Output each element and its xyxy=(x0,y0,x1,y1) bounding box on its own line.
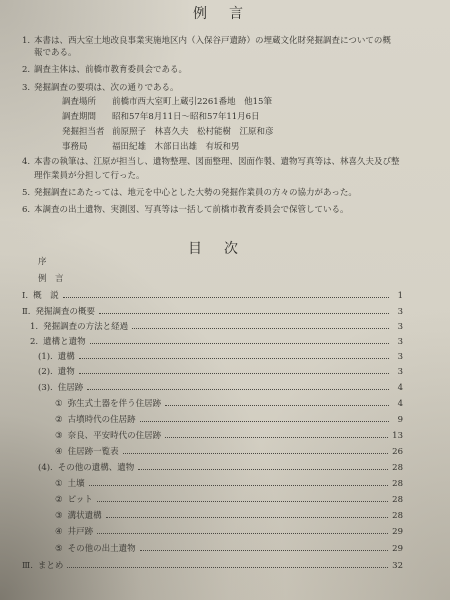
toc-entry-title: 遺構と遺物 xyxy=(43,337,86,347)
toc-entry-page: 32 xyxy=(392,561,403,571)
toc-entry-title: 土壙 xyxy=(67,479,85,489)
toc-entry xyxy=(30,322,403,332)
toc-entry xyxy=(55,399,403,409)
toc-entry-number: ⑤ xyxy=(55,544,63,554)
dot-leader xyxy=(165,405,389,406)
preface-title: 例 言 xyxy=(193,6,247,22)
survey-detail-label: 調査場所 xyxy=(62,97,97,107)
toc-entry-number: ④ xyxy=(55,447,63,457)
dot-leader xyxy=(123,453,389,454)
dot-leader xyxy=(138,469,388,470)
toc-entry xyxy=(38,352,403,362)
toc-entry xyxy=(38,257,47,267)
toc-entry-title: その他の出土遺物 xyxy=(67,544,136,554)
dot-leader xyxy=(140,421,389,422)
dot-leader xyxy=(90,343,389,344)
toc-entry xyxy=(55,431,403,441)
toc-entry xyxy=(55,479,403,489)
toc-entry-title: 溝状遺構 xyxy=(67,511,102,521)
dot-leader xyxy=(87,389,389,390)
toc-entry xyxy=(22,307,403,317)
toc-title: 目 次 xyxy=(188,241,242,257)
toc-entry-number: ③ xyxy=(55,511,63,521)
survey-detail-value: 昭和57年8月11日～昭和57年11月6日 xyxy=(112,112,260,122)
toc-entry xyxy=(30,337,403,347)
toc-entry-page: 3 xyxy=(397,352,403,362)
toc-entry-title: 井戸跡 xyxy=(67,527,94,537)
preface-item-text: 報である。 xyxy=(34,48,77,58)
survey-detail-value: 前橋市西大室町上蔵引2261番地 他15筆 xyxy=(112,97,272,107)
preface-item-text: 発掘調査の要項は、次の通りである。 xyxy=(34,83,179,93)
dot-leader xyxy=(63,297,389,298)
preface-item-number: 1. xyxy=(22,36,31,46)
toc-entry-title: 例 言 xyxy=(38,274,64,284)
toc-entry-page: 4 xyxy=(397,399,403,409)
toc-entry xyxy=(55,415,403,425)
preface-item-text: 本書は、西大室土地改良事業実施地区内（入保谷戸遺跡）の埋蔵文化財発掘調査についての概 xyxy=(34,36,391,46)
toc-entry xyxy=(38,383,403,393)
toc-entry-number: ③ xyxy=(55,431,63,441)
toc-entry-title: 弥生式土器を伴う住居跡 xyxy=(67,399,162,409)
toc-entry-page: 29 xyxy=(392,527,403,537)
survey-detail-label: 発掘担当者 xyxy=(62,127,105,137)
survey-detail-label: 事務局 xyxy=(62,142,88,152)
toc-entry-title: 発掘調査の方法と経過 xyxy=(43,322,129,332)
toc-entry xyxy=(38,463,403,473)
dot-leader xyxy=(67,567,388,568)
toc-entry-number: ② xyxy=(55,415,63,425)
survey-detail-label: 調査期間 xyxy=(62,112,97,122)
toc-entry-page: 1 xyxy=(397,291,403,301)
toc-entry-title: 概 説 xyxy=(33,291,59,301)
toc-entry-number: ① xyxy=(55,479,63,489)
toc-entry-number: ② xyxy=(55,495,63,505)
preface-item-number: 5. xyxy=(22,188,31,198)
toc-entry-title: 奈良、平安時代の住居跡 xyxy=(67,431,162,441)
dot-leader xyxy=(97,501,388,502)
toc-entry-page: 3 xyxy=(397,337,403,347)
preface-item-text: 本調査の出土遺物、実測図、写真等は一括して前橋市教育委員会で保管している。 xyxy=(34,205,349,215)
dot-leader xyxy=(97,533,388,534)
toc-entry-page: 28 xyxy=(392,495,403,505)
survey-detail-value: 福田紀雄 木部日出雄 有坂和男 xyxy=(112,142,240,152)
toc-entry xyxy=(22,291,403,301)
toc-entry-page: 28 xyxy=(392,511,403,521)
dot-leader xyxy=(106,517,389,518)
preface-item-number: 6. xyxy=(22,205,31,215)
preface-item-number: 3. xyxy=(22,83,31,93)
toc-entry-title: 発掘調査の概要 xyxy=(35,307,95,317)
toc-entry-title: 遺構 xyxy=(57,352,75,362)
toc-entry-title: 住居跡一覧表 xyxy=(67,447,119,457)
toc-entry xyxy=(55,527,403,537)
toc-entry-number: Ⅱ. xyxy=(22,307,31,317)
toc-entry-page: 29 xyxy=(392,544,403,554)
toc-entry-number: Ⅰ. xyxy=(22,291,29,301)
dot-leader xyxy=(79,358,389,359)
toc-entry-page: 3 xyxy=(397,322,403,332)
toc-entry-page: 28 xyxy=(392,463,403,473)
preface-item-text: 理作業員が分担して行った。 xyxy=(34,171,145,181)
dot-leader xyxy=(89,485,389,486)
toc-entry xyxy=(38,367,403,377)
toc-entry xyxy=(55,511,403,521)
toc-entry-title: まとめ xyxy=(37,561,64,571)
preface-item-number: 2. xyxy=(22,65,31,75)
toc-entry xyxy=(55,544,403,554)
toc-entry-title: 住居跡 xyxy=(57,383,84,393)
toc-entry-number: Ⅲ. xyxy=(22,561,33,571)
preface-item-text: 調査主体は、前橋市教育委員会である。 xyxy=(34,65,188,75)
dot-leader xyxy=(99,313,389,314)
toc-entry-number: (4). xyxy=(38,463,53,473)
toc-entry-page: 28 xyxy=(392,479,403,489)
toc-entry-number: 1. xyxy=(30,322,39,332)
dot-leader xyxy=(132,328,389,329)
toc-entry-number: (1). xyxy=(38,352,53,362)
dot-leader xyxy=(140,550,389,551)
toc-entry-number: (2). xyxy=(38,367,53,377)
toc-entry-page: 9 xyxy=(397,415,403,425)
toc-entry xyxy=(22,561,403,571)
toc-entry-number: ④ xyxy=(55,527,63,537)
dot-leader xyxy=(79,373,389,374)
toc-entry-title: ピット xyxy=(67,495,93,505)
toc-entry xyxy=(55,495,403,505)
toc-entry xyxy=(55,447,403,457)
toc-entry-number: 2. xyxy=(30,337,39,347)
toc-entry xyxy=(38,274,64,284)
toc-entry-title: 序 xyxy=(38,257,47,267)
toc-entry-number: ① xyxy=(55,399,63,409)
toc-entry-page: 3 xyxy=(397,367,403,377)
preface-item-number: 4. xyxy=(22,157,31,167)
toc-entry-page: 13 xyxy=(392,431,403,441)
toc-entry-title: 遺物 xyxy=(57,367,75,377)
preface-item-text: 本書の執筆は、江原が担当し、遺物整理、図面整理、図面作製、遺物写真等は、林喜久夫及び整 xyxy=(34,157,400,167)
toc-entry-page: 3 xyxy=(397,307,403,317)
toc-entry-page: 4 xyxy=(397,383,403,393)
survey-detail-value: 前原照子 林喜久夫 松村能樹 江原和彦 xyxy=(112,127,274,137)
preface-item-text: 発掘調査にあたっては、地元を中心とした大勢の発掘作業員の方々の協力があった。 xyxy=(34,188,357,198)
toc-entry-number: (3). xyxy=(38,383,53,393)
toc-entry-title: 古墳時代の住居跡 xyxy=(67,415,136,425)
dot-leader xyxy=(165,437,388,438)
toc-entry-title: その他の遺構、遺物 xyxy=(57,463,135,473)
toc-entry-page: 26 xyxy=(392,447,403,457)
